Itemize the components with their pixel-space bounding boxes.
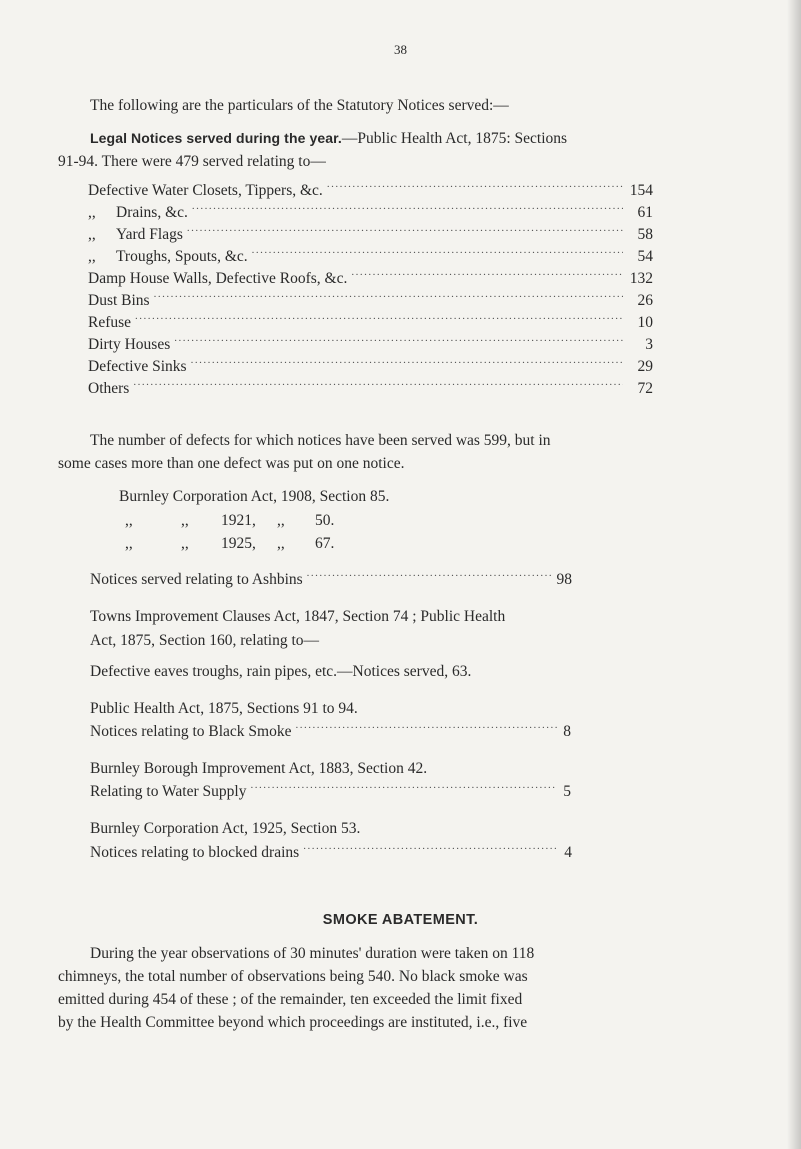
defect-row bbox=[88, 356, 653, 378]
defects-note-line1: The number of defects for which notices have been served was 599, but in bbox=[90, 432, 551, 449]
corporation-act-1925: Burnley Corporation Act, 1925, Section 53. bbox=[90, 820, 361, 837]
defect-row bbox=[88, 202, 653, 224]
ditto-mark: ,, bbox=[125, 535, 133, 552]
defect-count: 10 bbox=[637, 314, 653, 331]
defect-count: 58 bbox=[637, 226, 653, 243]
burnley-act-1925 bbox=[119, 533, 334, 555]
defect-label-text: Troughs, Spouts, &c. bbox=[116, 248, 248, 265]
defect-row bbox=[88, 312, 653, 334]
leader-dots bbox=[191, 357, 623, 371]
burnley-act-1908: Burnley Corporation Act, 1908, Section 85. bbox=[119, 488, 390, 505]
intro-text: The following are the particulars of the Statutory Notices served:— bbox=[90, 97, 509, 114]
ditto-mark: ,, bbox=[88, 204, 96, 221]
defect-count: 3 bbox=[645, 336, 653, 353]
leader-dots bbox=[303, 843, 558, 857]
legal-notices-line1 bbox=[90, 130, 567, 148]
ashbins-label: Notices served relating to Ashbins bbox=[90, 571, 303, 588]
smoke-para-line2: chimneys, the total number of observations being 540. No black smoke was bbox=[58, 968, 528, 985]
smoke-para-line4: by the Health Committee beyond which proceedings are instituted, i.e., five bbox=[58, 1014, 528, 1031]
defects-list bbox=[88, 180, 653, 400]
black-smoke-label: Notices relating to Black Smoke bbox=[90, 723, 292, 740]
towns-act-line1: Towns Improvement Clauses Act, 1847, Section 74 ; Public Health bbox=[90, 608, 506, 625]
ditto-mark: ,, bbox=[88, 248, 96, 265]
defect-count: 61 bbox=[637, 204, 653, 221]
defect-label-text: Dirty Houses bbox=[88, 336, 171, 353]
defect-row bbox=[88, 246, 653, 268]
page-number: 38 bbox=[394, 42, 407, 57]
legal-notices-text1: —Public Health Act, 1875: Sections bbox=[341, 130, 568, 147]
defect-row bbox=[88, 268, 653, 290]
leader-dots bbox=[351, 269, 623, 283]
leader-dots bbox=[154, 291, 623, 305]
public-health-act: Public Health Act, 1875, Sections 91 to 94. bbox=[90, 700, 358, 717]
legal-notices-heading: Legal Notices served during the year. bbox=[90, 130, 342, 146]
defect-label-text: Defective Water Closets, Tippers, &c. bbox=[88, 182, 323, 199]
defect-label bbox=[88, 224, 183, 246]
water-supply-row bbox=[90, 781, 571, 803]
defect-label bbox=[88, 180, 323, 202]
defect-count: 72 bbox=[637, 380, 653, 397]
defects-note-line2: some cases more than one defect was put on one notice. bbox=[58, 455, 405, 472]
leader-dots bbox=[192, 203, 623, 217]
leader-dots bbox=[307, 570, 551, 584]
water-supply-value: 5 bbox=[563, 783, 571, 800]
defect-label bbox=[88, 378, 129, 400]
defect-label bbox=[88, 312, 131, 334]
act-section: 50. bbox=[315, 512, 335, 529]
defect-row bbox=[88, 224, 653, 246]
defect-label bbox=[88, 246, 248, 268]
leader-dots bbox=[252, 247, 623, 261]
blocked-drains-label: Notices relating to blocked drains bbox=[90, 844, 300, 861]
defect-count: 154 bbox=[629, 182, 653, 199]
black-smoke-row bbox=[90, 721, 571, 743]
blocked-drains-value: 4 bbox=[564, 844, 572, 861]
borough-act: Burnley Borough Improvement Act, 1883, Section 42. bbox=[90, 760, 428, 777]
defect-label-text: Drains, &c. bbox=[116, 204, 188, 221]
defect-label bbox=[88, 202, 188, 224]
defect-label-text: Others bbox=[88, 380, 130, 397]
smoke-para-line3: emitted during 454 of these ; of the remainder, ten exceeded the limit fixed bbox=[58, 991, 523, 1008]
defect-row bbox=[88, 378, 653, 400]
ashbins-row bbox=[90, 569, 572, 591]
defect-row bbox=[88, 334, 653, 356]
burnley-act-1921 bbox=[119, 510, 334, 532]
black-smoke-value: 8 bbox=[563, 723, 571, 740]
water-supply-label: Relating to Water Supply bbox=[90, 783, 247, 800]
ashbins-value: 98 bbox=[556, 571, 572, 588]
act-year: 1921, bbox=[221, 512, 256, 529]
towns-act-line3: Defective eaves troughs, rain pipes, etc.—Notices served, 63. bbox=[90, 663, 472, 680]
defect-row bbox=[88, 180, 653, 202]
ditto-mark: ,, bbox=[88, 226, 96, 243]
act-year: 1925, bbox=[221, 535, 256, 552]
ditto-mark: ,, bbox=[181, 535, 189, 552]
defect-label-text: Damp House Walls, Defective Roofs, &c. bbox=[88, 270, 348, 287]
smoke-para-line1: During the year observations of 30 minutes' duration were taken on 118 bbox=[90, 945, 535, 962]
leader-dots bbox=[295, 722, 557, 736]
ditto-mark: ,, bbox=[277, 512, 285, 529]
defect-label bbox=[88, 268, 347, 290]
leader-dots bbox=[133, 379, 623, 393]
defect-label-text: Defective Sinks bbox=[88, 358, 187, 375]
defect-count: 132 bbox=[629, 270, 653, 287]
defect-label-text: Yard Flags bbox=[116, 226, 183, 243]
ditto-mark: ,, bbox=[277, 535, 285, 552]
defect-label bbox=[88, 356, 187, 378]
defect-count: 54 bbox=[637, 248, 653, 265]
blocked-drains-row bbox=[90, 842, 572, 864]
ditto-mark: ,, bbox=[125, 512, 133, 529]
ditto-mark: ,, bbox=[181, 512, 189, 529]
defect-count: 26 bbox=[637, 292, 653, 309]
defect-label bbox=[88, 290, 150, 312]
leader-dots bbox=[187, 225, 623, 239]
defect-count: 29 bbox=[637, 358, 653, 375]
leader-dots bbox=[135, 313, 623, 327]
defect-label bbox=[88, 334, 170, 356]
leader-dots bbox=[174, 335, 623, 349]
leader-dots bbox=[327, 181, 623, 195]
defect-label-text: Dust Bins bbox=[88, 292, 150, 309]
defect-row bbox=[88, 290, 653, 312]
smoke-abatement-heading: SMOKE ABATEMENT. bbox=[322, 912, 479, 928]
defect-label-text: Refuse bbox=[88, 314, 132, 331]
towns-act-line2: Act, 1875, Section 160, relating to— bbox=[90, 632, 320, 649]
act-section: 67. bbox=[315, 535, 335, 552]
leader-dots bbox=[250, 782, 557, 796]
legal-notices-text2: 91-94. There were 479 served relating to— bbox=[58, 153, 326, 170]
